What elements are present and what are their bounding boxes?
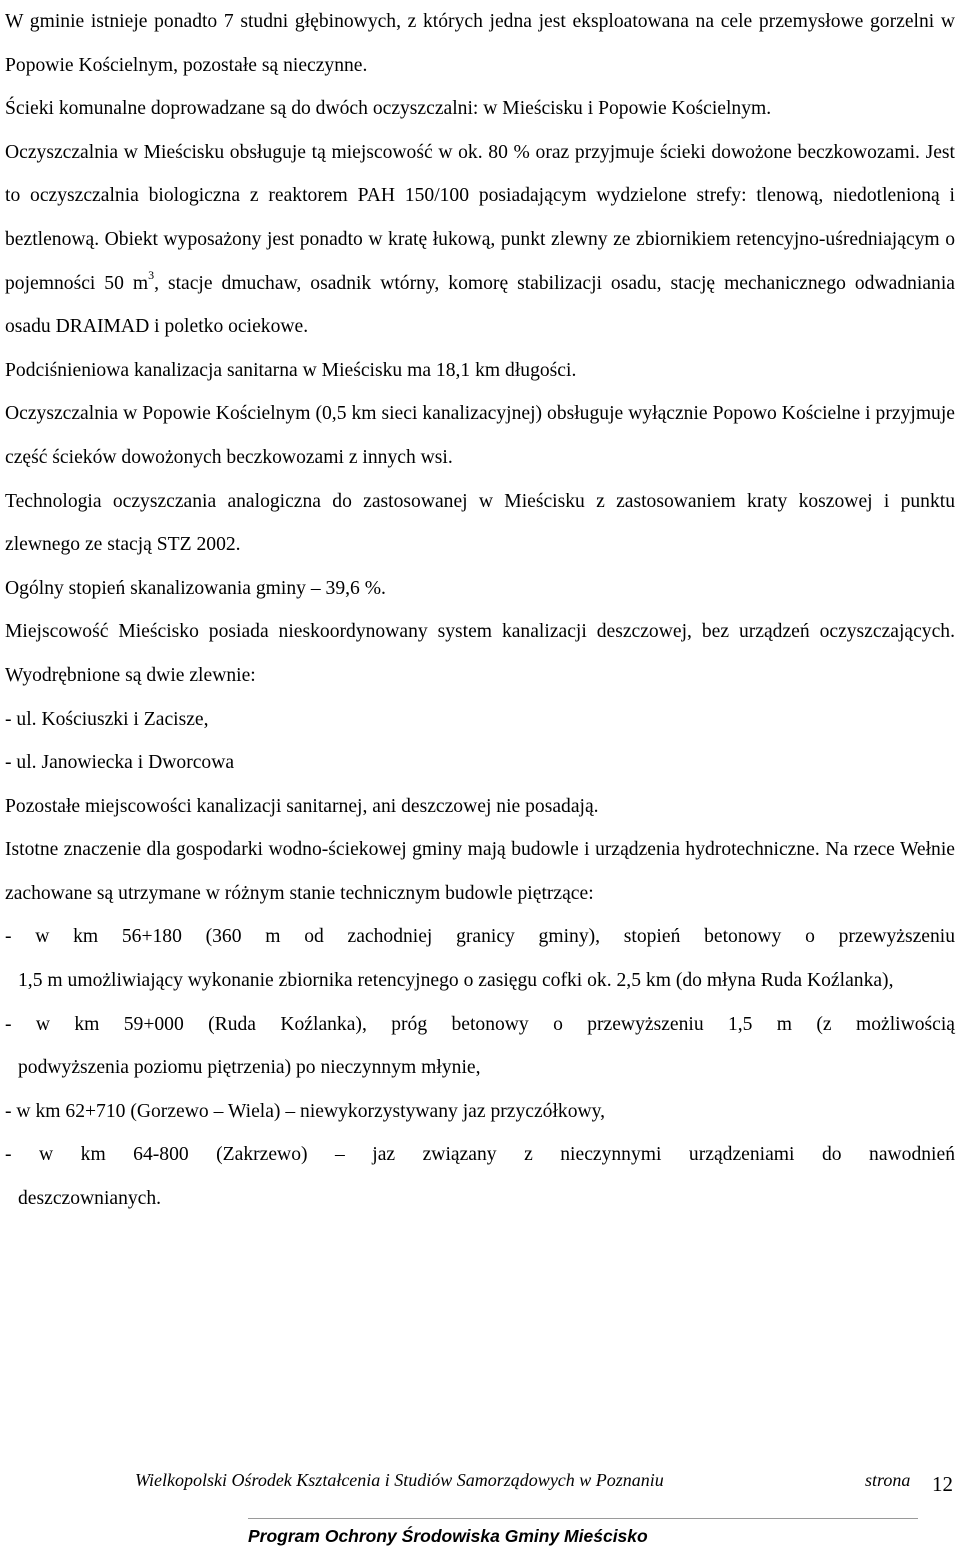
paragraph-miescisko-plant [5, 131, 955, 349]
paragraph-other-villages: Pozostałe miejscowości kanalizacji sanitarnej, ani deszczowej nie posadają. [5, 795, 599, 817]
paragraph-technology: Technologia oczyszczania analogiczna do zastosowanej w Mieścisku z zastosowaniem kraty koszowej i punktu zlewnego ze stacją STZ 2002. [5, 490, 955, 556]
paragraph-wells: W gminie istnieje ponadto 7 studni głębinowych, z których jedna jest eksploatowana na cele przemysłowe gorzelni w Popowie Kościelnym, pozostałe są nieczynne. [5, 11, 955, 76]
paragraph-storm-drainage: Miejscowość Mieścisko posiada nieskoordynowany system kanalizacji deszczowej, bez urządzeń oczyszczających. Wyodrębnione są dwie zlewnie: [5, 621, 955, 686]
list-item-km59-cont: podwyższenia poziomu piętrzenia) po nieczynnym młynie, [18, 1057, 481, 1079]
paragraph-sewage-plants: Ścieki komunalne doprowadzane są do dwóch oczyszczalni: w Mieścisku i Popowie Kościelnym. [5, 98, 772, 120]
list-item-km59-line1: - w km 59+000 (Ruda Koźlanka), próg betonowy o przewyższeniu 1,5 m (z możliwością [5, 1013, 955, 1035]
paragraph-vacuum-sewer: Podciśnieniowa kanalizacja sanitarna w Mieścisku ma 18,1 km długości. [5, 359, 577, 381]
list-item-km64-line1: - w km 64-800 (Zakrzewo) – jaz związany z nieczynnymi urządzeniami do nawodnień [5, 1144, 955, 1166]
footer-page-label: strona [865, 1470, 911, 1490]
list-item-km62: - w km 62+710 (Gorzewo – Wiela) – niewykorzystywany jaz przyczółkowy, [5, 1100, 606, 1122]
paragraph-hydrotechnical: Istotne znaczenie dla gospodarki wodno-ściekowej gminy mają budowle i urządzenia hydrotechniczne. Na rzece Wełnie zachowane są utrzymane w różnym stanie technicznym budowle piętrzące: [5, 839, 955, 904]
footer-divider [248, 1518, 918, 1519]
list-item-catchment-2: - ul. Janowiecka i Dworcowa [5, 752, 235, 774]
paragraph-miescisko-plant-part2: , stacje dmuchaw, osadnik wtórny, komorę stabilizacji osadu, stację mechanicznego odwadniania osadu DRAIMAD i poletko ociekowe. [5, 272, 955, 338]
superscript-cubic: 3 [148, 268, 155, 283]
footer-page-number: 12 [932, 1472, 953, 1496]
list-item-catchment-1: - ul. Kościuszki i Zacisze, [5, 708, 209, 730]
paragraph-sewerage-rate: Ogólny stopień skanalizowania gminy – 39,6 %. [5, 577, 386, 599]
list-item-km56-line1: - w km 56+180 (360 m od zachodniej granicy gminy), stopień betonowy o przewyższeniu [5, 926, 955, 948]
document-body [5, 0, 955, 1221]
list-item-km56-cont: 1,5 m umożliwiający wykonanie zbiornika retencyjnego o zasięgu cofki ok. 2,5 km (do młyna Ruda Koźlanka), [18, 970, 894, 992]
list-item-km64-cont: deszczownianych. [18, 1188, 162, 1210]
footer-program-title: Program Ochrony Środowiska Gminy Mieścisko [248, 1526, 648, 1546]
paragraph-miescisko-plant-part1: Oczyszczalnia w Mieścisku obsługuje tą miejscowość w ok. 80 % oraz przyjmuje ścieki dowożone beczkowozami. Jest to oczyszczalnia biologiczna z reaktorem PAH 150/100 posiadającym wydzielone strefy: tlenową, niedotlenioną i beztlenową. Obiekt wyposażony jest ponadto w kratę łukową, punkt zlewny ze zbiornikiem retencyjno-uśredniającym o pojemności 50 m [5, 141, 955, 294]
paragraph-popowo-plant: Oczyszczalnia w Popowie Kościelnym (0,5 km sieci kanalizacyjnej) obsługuje wyłącznie Popowo Kościelne i przyjmuje część ścieków dowożonych beczkowozami z innych wsi. [5, 403, 955, 468]
footer-organization: Wielkopolski Ośrodek Kształcenia i Studiów Samorządowych w Poznaniu [135, 1470, 664, 1490]
